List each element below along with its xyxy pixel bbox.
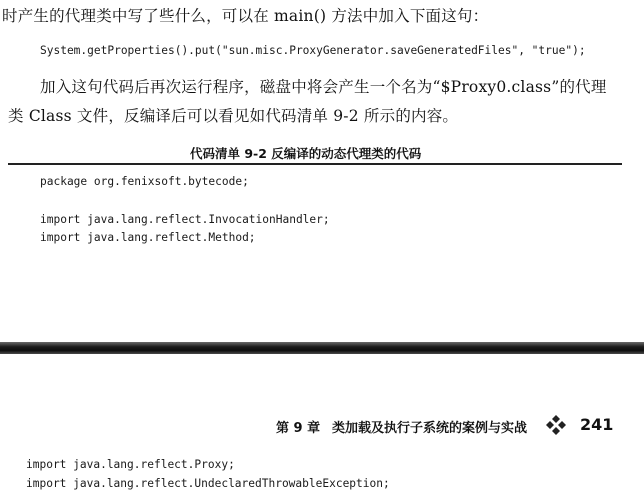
paragraph-line-2: 类 Class 文件，反编译后可以看见如代码清单 9-2 所示的内容。 bbox=[8, 107, 459, 125]
chapter-number: 第 9 章 bbox=[276, 421, 321, 436]
code-line: import java.lang.reflect.InvocationHandler; bbox=[40, 213, 330, 226]
caption-rule bbox=[8, 163, 622, 165]
listing-caption: 代码清单 9-2 反编译的动态代理类的代码 bbox=[190, 146, 422, 161]
chapter-title: 类加载及执行子系统的案例与实战 bbox=[332, 421, 528, 436]
code-line: import java.lang.reflect.Method; bbox=[40, 231, 256, 244]
code-line: package org.fenixsoft.bytecode; bbox=[40, 175, 249, 188]
page-number: 241 bbox=[580, 415, 614, 434]
ornament-icon bbox=[545, 414, 567, 436]
intro-line: 时产生的代理类中写了些什么，可以在 main() 方法中加入下面这句： bbox=[2, 7, 489, 25]
page-break-divider bbox=[0, 342, 644, 354]
code-snippet: System.getProperties().put("sun.misc.ProxyGenerator.saveGeneratedFiles", "true"); bbox=[40, 44, 586, 57]
code-line: import java.lang.reflect.Proxy; bbox=[26, 458, 235, 471]
code-line: import java.lang.reflect.UndeclaredThrowableException; bbox=[26, 477, 390, 490]
paragraph-line-1: 加入这句代码后再次运行程序，磁盘中将会产生一个名为“$Proxy0.class”的代理 bbox=[40, 78, 607, 96]
